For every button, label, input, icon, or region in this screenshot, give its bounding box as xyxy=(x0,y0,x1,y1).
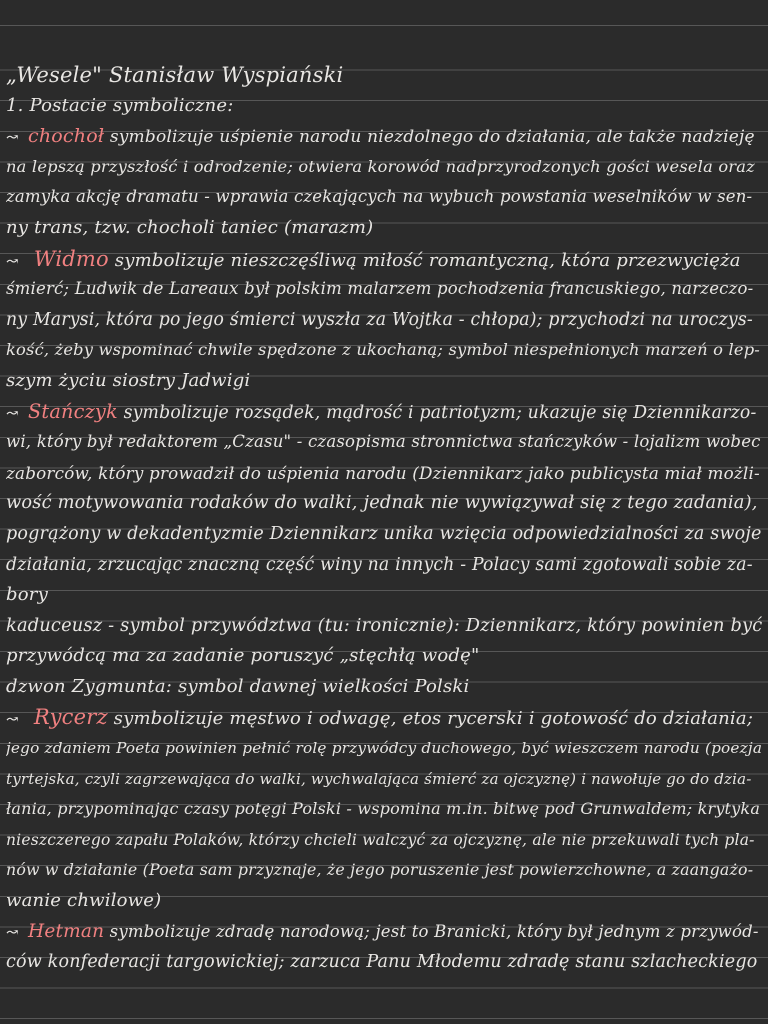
stanczyk-line-2: wi, który był redaktorem „Czasu" - czasopisma stronnictwa stańczyków - lojalizm wobec xyxy=(6,432,761,452)
stanczyk-line-4: wość motywowania rodaków do walki, jednak nie wywiązywał się z tego zadania), xyxy=(6,493,758,514)
squiggle-arrow-icon: ↝ xyxy=(6,710,19,729)
hetman-text: symbolizuje zdradę narodową; jest to Branicki, który był jednym z przywód- xyxy=(109,921,759,941)
rycerz-line-1 xyxy=(6,702,762,733)
chochol-line-3: zamyka akcję dramatu - wprawia czekających na wybuch powstania weselników w sen- xyxy=(6,187,753,207)
section-heading: 1. Postacie symboliczne: xyxy=(6,94,234,116)
kaduceusz-line-2: przywódcą ma za zadanie poruszyć „stęchłą wodę" xyxy=(6,645,480,667)
stanczyk-name: Stańczyk xyxy=(28,399,118,423)
squiggle-arrow-icon: ↝ xyxy=(6,128,19,147)
rycerz-text: symbolizuje męstwo i odwagę, etos rycerski i gotowość do działania; xyxy=(113,708,754,730)
stanczyk-line-1 xyxy=(6,397,762,428)
stanczyk-line-5: pogrążony w dekadentyzmie Dziennikarz unika wzięcia odpowiedzialności za swoje xyxy=(6,523,762,544)
rycerz-line-6: nów w działanie (Poeta sam przyznaje, że jego poruszenie jest powierzchowne, a zaangażo- xyxy=(6,860,754,880)
note-title: „Wesele" Stanisław Wyspiański xyxy=(6,63,344,87)
dzwon-line: dzwon Zygmunta: symbol dawnej wielkości Polski xyxy=(6,675,470,697)
squiggle-arrow-icon: ↝ xyxy=(6,403,19,422)
widmo-text: symbolizuje nieszczęśliwą miłość romantyczną, która przezwycięża xyxy=(114,249,741,271)
rycerz-line-3: tyrtejska, czyli zagrzewająca do walki, wychwalająca śmierć za ojczyznę) i nawołuje go do dzia- xyxy=(6,769,752,788)
widmo-name: Widmo xyxy=(33,246,109,271)
widmo-line-3: ny Marysi, która po jego śmierci wyszła za Wojtka - chłopa); przychodzi na uroczys- xyxy=(6,309,753,330)
stanczyk-line-6: działania, zrzucając znaczną część winy na innych - Polacy sami zgotowali sobie za- xyxy=(6,554,753,575)
rycerz-name: Rycerz xyxy=(33,705,108,730)
chochol-line-4: ny trans, tzw. chocholi taniec (marazm) xyxy=(6,216,374,238)
squiggle-arrow-icon: ↝ xyxy=(6,922,19,941)
chochol-name: chochoł xyxy=(28,125,105,148)
hetman-name: Hetman xyxy=(28,920,105,942)
hetman-line-1 xyxy=(6,917,762,948)
chochol-line-2: na lepszą przyszłość i odrodzenie; otwiera korowód nadprzyrodzonych gości wesela oraz xyxy=(6,156,755,176)
stanczyk-line-3: zaborców, który prowadził do uśpienia narodu (Dziennikarz jako publicysta miał możli- xyxy=(6,462,760,483)
rycerz-line-4: łania, przypominając czasy potęgi Polski - wspomina m.in. bitwę pod Grunwaldem; krytyka xyxy=(6,799,761,819)
stanczyk-line-7: bory xyxy=(6,584,48,606)
widmo-line-1 xyxy=(6,244,762,275)
rycerz-line-2: jego zdaniem Poeta powinien pełnić rolę przywódcy duchowego, być wieszczem narodu (poezja xyxy=(6,739,762,758)
rycerz-line-7: wanie chwilowe) xyxy=(6,890,162,912)
stanczyk-text: symbolizuje rozsądek, mądrość i patriotyzm; ukazuje się Dziennikarzo- xyxy=(123,402,757,423)
widmo-line-4: kość, żeby wspominać chwile spędzone z ukochaną; symbol niespełnionych marzeń o lep- xyxy=(6,340,761,360)
rycerz-line-5: nieszczerego zapału Polaków, którzy chcieli walczyć za ojczyznę, ale nie przekuwali tych pla- xyxy=(6,830,755,849)
squiggle-arrow-icon: ↝ xyxy=(6,251,19,270)
chochol-line-1 xyxy=(6,121,762,152)
handwritten-note xyxy=(6,60,762,978)
chochol-text: symbolizuje uśpienie narodu niezdolnego do działania, ale także nadzieję xyxy=(109,127,755,148)
widmo-line-5: szym życiu siostry Jadwigi xyxy=(6,369,251,391)
hetman-line-2: ców konfederacji targowickiej; zarzuca Panu Młodemu zdradę stanu szlacheckiego xyxy=(6,952,758,973)
kaduceusz-line-1: kaduceusz - symbol przywództwa (tu: ironicznie): Dziennikarz, który powinien być xyxy=(6,615,762,636)
widmo-line-2: śmierć; Ludwik de Lareaux był polskim malarzem pochodzenia francuskiego, narzeczo- xyxy=(6,279,754,299)
